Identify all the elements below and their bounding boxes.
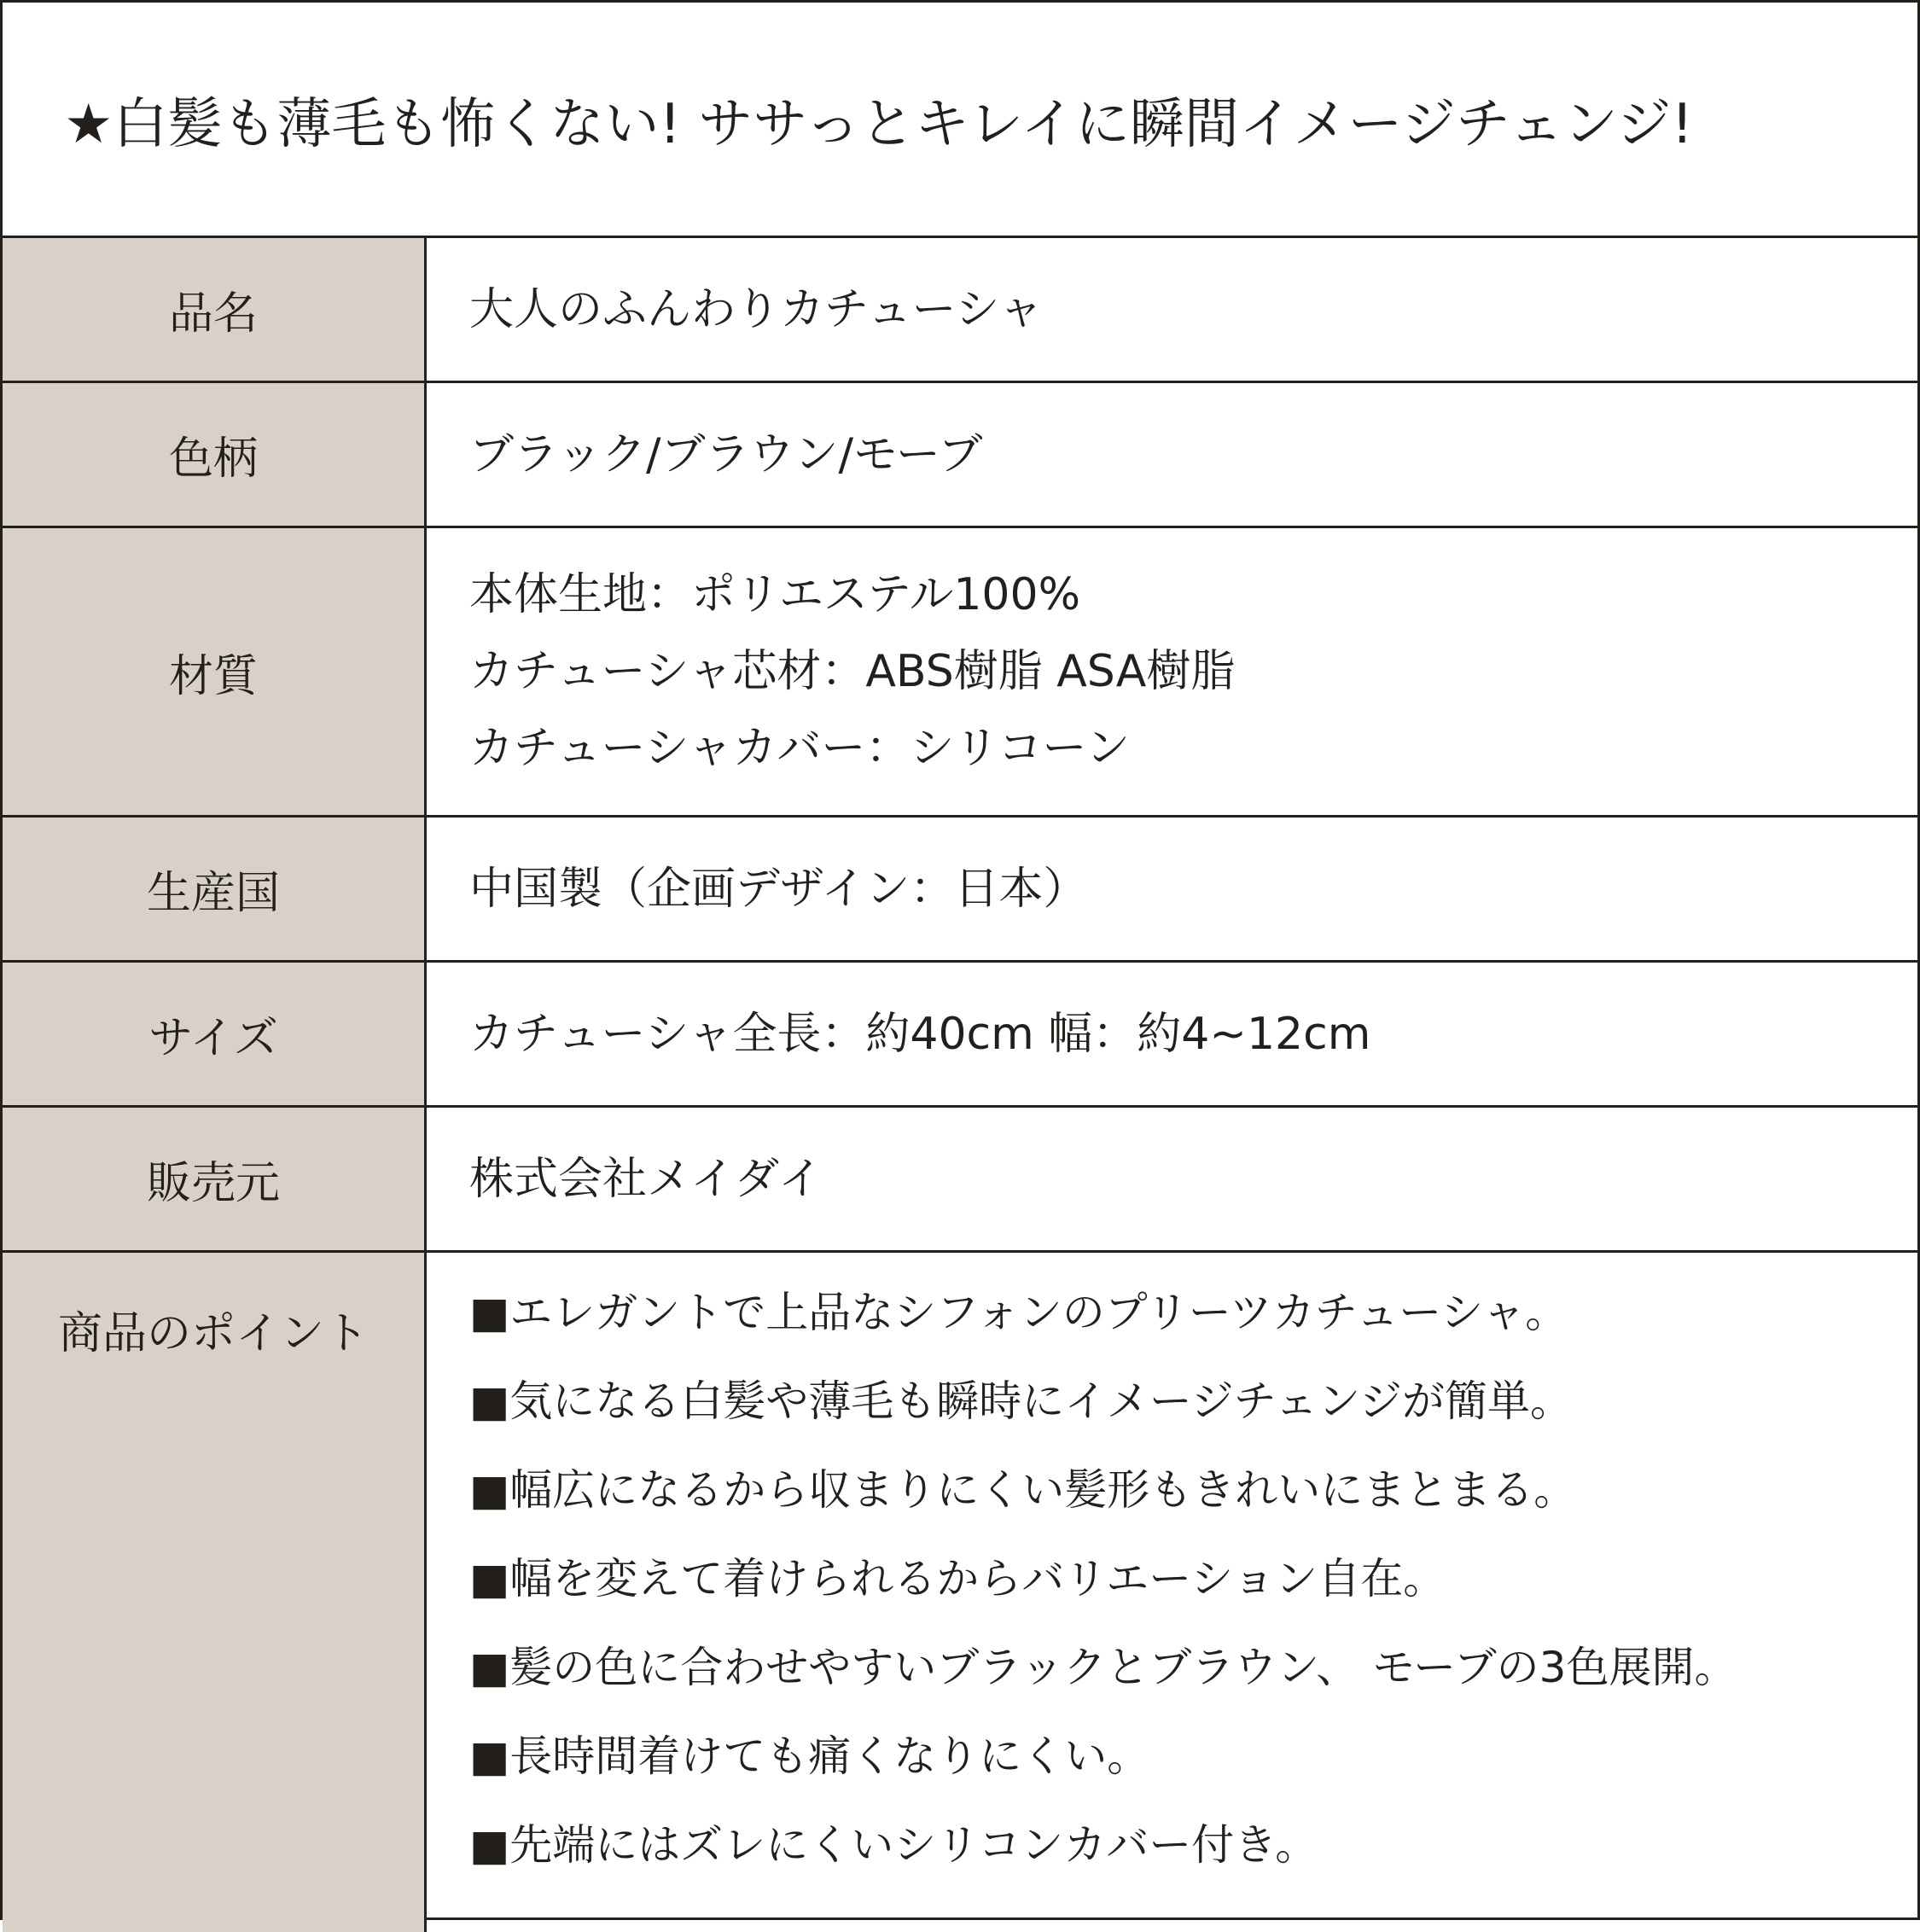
point-item: ■気になる白髪や薄毛も瞬時にイメージチェンジが簡単。 (469, 1376, 1573, 1426)
material-line: カチューシャカバー：シリコーン (469, 723, 1131, 774)
label-material: 材質 (3, 528, 427, 815)
value-product-name (427, 238, 1917, 381)
point-item: ■髪の色に合わせやすいブラックとブラウン、 モーブの3色展開。 (469, 1643, 1737, 1692)
material-line: 本体生地：ポリエステル100% (469, 569, 1080, 620)
spec-row-origin (3, 818, 1917, 963)
label-color: 色柄 (3, 383, 427, 526)
point-item: ■長時間着けても痛くなりにくい。 (469, 1731, 1150, 1781)
spec-row-size (3, 963, 1917, 1108)
label-seller: 販売元 (3, 1108, 427, 1250)
spec-row-color (3, 383, 1917, 528)
color-text: ブラック/ブラウン/モーブ (469, 428, 983, 480)
material-line: カチューシャ芯材：ABS樹脂 ASA樹脂 (469, 646, 1236, 697)
spec-row-product-name (3, 238, 1917, 383)
label-size: サイズ (3, 963, 427, 1105)
spec-row-seller (3, 1108, 1917, 1253)
value-origin (427, 818, 1917, 960)
value-size (427, 963, 1917, 1105)
value-color (427, 383, 1917, 526)
point-item: ■先端にはズレにくいシリコンカバー付き。 (469, 1820, 1318, 1870)
point-item: ■エレガントで上品なシフォンのプリーツカチューシャ。 (469, 1288, 1568, 1337)
header-banner (3, 3, 1917, 238)
label-origin: 生産国 (3, 818, 427, 960)
product-name-text: 大人のふんわりカチューシャ (469, 283, 1044, 335)
spec-row-material (3, 528, 1917, 818)
point-item: ■幅を変えて着けられるからバリエーション自在。 (469, 1554, 1446, 1603)
size-text: カチューシャ全長：約40cm 幅：約4~12cm (469, 1008, 1371, 1060)
value-seller (427, 1108, 1917, 1250)
seller-text: 株式会社メイダイ (469, 1153, 823, 1205)
spec-row-points (3, 1253, 1917, 1932)
label-points: 商品のポイント (3, 1253, 427, 1932)
label-product-name: 品名 (3, 238, 427, 381)
point-item: ■幅広になるから収まりにくい髪形もきれいにまとまる。 (469, 1465, 1577, 1515)
origin-text: 中国製（企画デザイン：日本） (469, 863, 1088, 915)
value-points (427, 1253, 1917, 1932)
value-material (427, 528, 1917, 815)
header-title: ★白髪も薄毛も怖くない! ササっとキレイに瞬間イメージチェンジ! (64, 92, 1694, 156)
